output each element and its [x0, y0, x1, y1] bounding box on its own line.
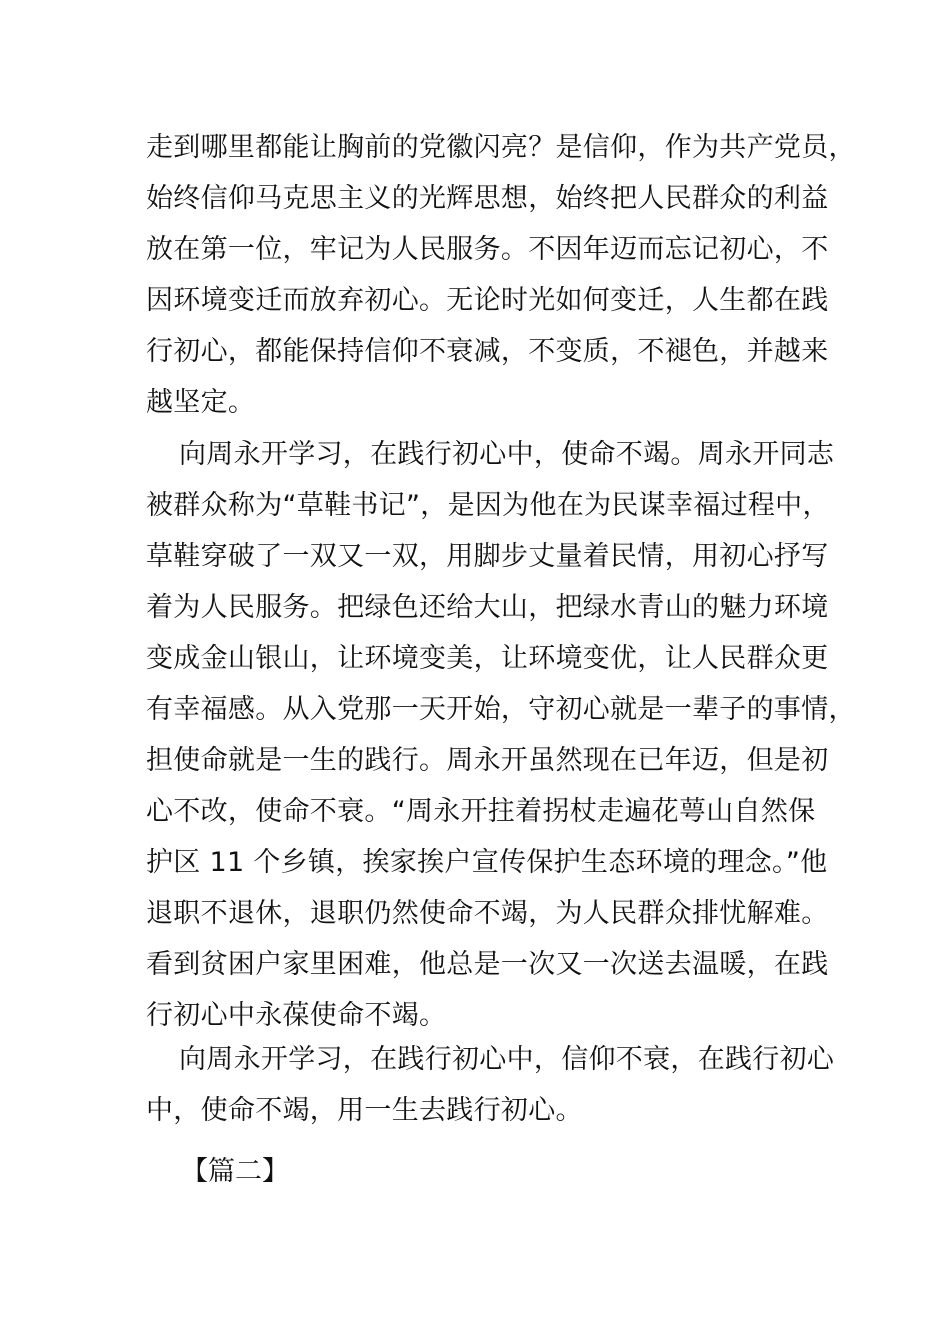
- paragraph-1: [146, 122, 856, 428]
- text-line: 因环境变迁而放弃初心。无论时光如何变迁，人生都在践: [146, 285, 829, 316]
- paragraph-3: [146, 1034, 835, 1136]
- section-heading: 【篇二】: [181, 1156, 289, 1187]
- text-line: 变成金山银山，让环境变美，让环境变优，让人民群众更: [146, 643, 829, 674]
- text-line: 中，使命不竭，用一生去践行初心。: [146, 1095, 583, 1126]
- text-line: 看到贫困户家里困难，他总是一次又一次送去温暖，在践: [146, 949, 829, 980]
- text-line: 走到哪里都能让胸前的党徽闪亮？是信仰，作为共产党员，: [146, 132, 856, 163]
- text-line: 担使命就是一生的践行。周永开虽然现在已年迈，但是初: [146, 745, 829, 776]
- text-line: 草鞋穿破了一双又一双，用脚步丈量着民情，用初心抒写: [146, 541, 829, 572]
- text-line: 心不改，使命不衰。“周永开拄着拐杖走遍花萼山自然保: [146, 796, 816, 827]
- text-line: 退职不退休，退职仍然使命不竭，为人民群众排忧解难。: [146, 898, 829, 929]
- text-line: 向周永开学习，在践行初心中，使命不竭。周永开同志: [179, 439, 835, 470]
- text-line: 行初心，都能保持信仰不衰减，不变质，不褪色，并越来: [146, 336, 829, 367]
- text-line: 护区 11 个乡镇，挨家挨户宣传保护生态环境的理念。”他: [146, 847, 828, 878]
- text-line: 被群众称为“草鞋书记”，是因为他在为民谋幸福过程中，: [146, 490, 830, 521]
- text-line: 向周永开学习，在践行初心中，信仰不衰，在践行初心: [179, 1044, 835, 1075]
- text-line: 始终信仰马克思主义的光辉思想，始终把人民群众的利益: [146, 183, 829, 214]
- text-line: 有幸福感。从入党那一天开始，守初心就是一辈子的事情，: [146, 694, 856, 725]
- text-line: 越坚定。: [146, 387, 256, 418]
- text-line: 着为人民服务。把绿色还给大山，把绿水青山的魅力环境: [146, 592, 829, 623]
- paragraph-2: [146, 429, 856, 1041]
- text-line: 行初心中永葆使命不竭。: [146, 1000, 447, 1031]
- text-line: 放在第一位，牢记为人民服务。不因年迈而忘记初心，不: [146, 234, 829, 265]
